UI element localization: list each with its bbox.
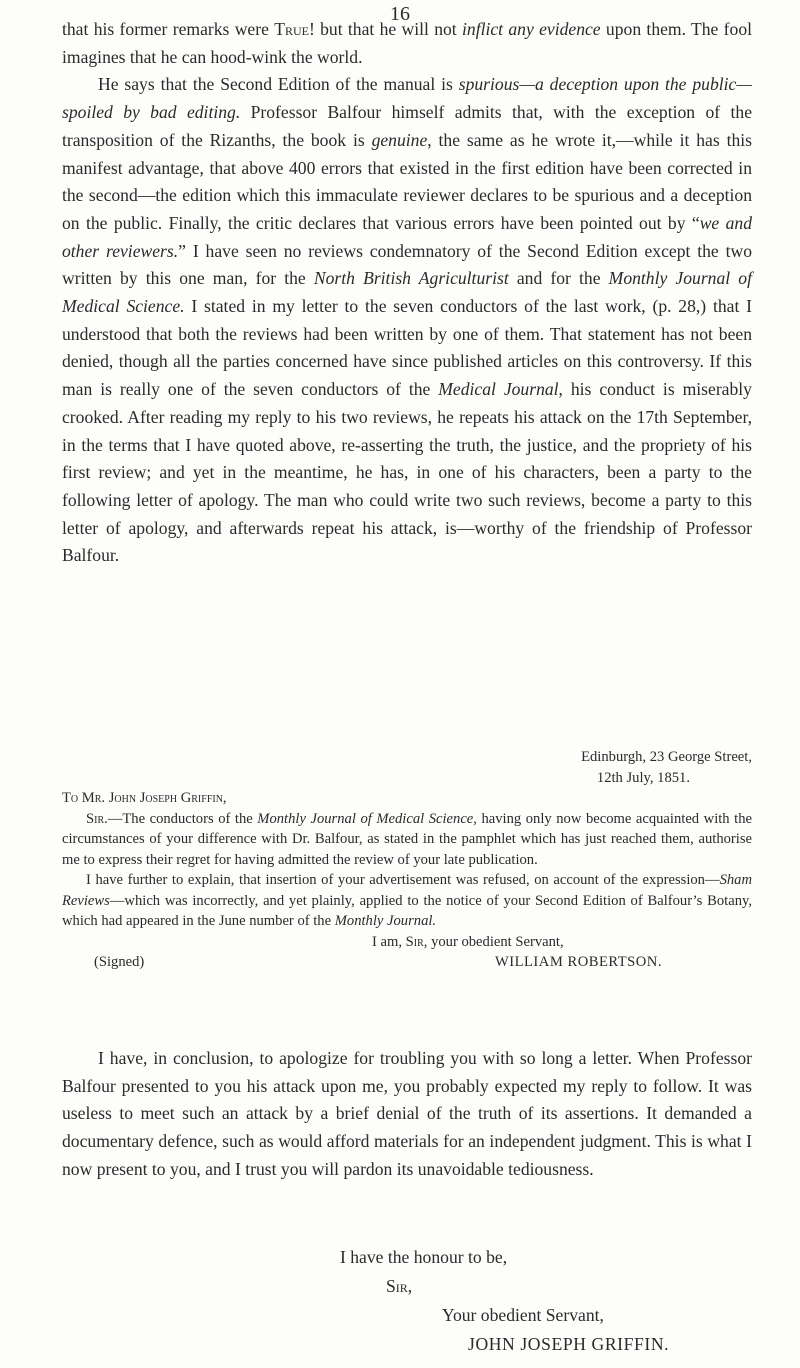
letter-paragraph-2	[62, 870, 752, 932]
letter-address	[62, 747, 752, 788]
letter-signature: WILLIAM ROBERTSON.	[494, 954, 662, 970]
text-run-italic: Medical Journal	[438, 379, 559, 400]
text-run-italic: Sham Reviews	[62, 872, 752, 909]
text-run-small-caps: Sir.	[86, 810, 108, 827]
letter-signature-line	[62, 952, 752, 973]
page-number: 16	[390, 3, 410, 25]
text-run-small-caps: True	[274, 19, 309, 39]
text-run-italic: inflict any evidence	[462, 19, 601, 39]
text-run-italic: genuine	[371, 129, 428, 150]
author-signature: JOHN JOSEPH GRIFFIN.	[468, 1334, 670, 1354]
text-run: , his conduct is miserably crooked. After reading my reply to his two reviews, he repeats his attack on the 17th September, in the terms that I have quoted above, re-asserting the truth, the justice, and the propriety of his first review; and yet in the meantime, he has, in one of his characters, been a party to the following letter of apology. The man who could write two such reviews, become a party to this letter of apology, and afterwards repeat his attack, is—worthy of the friendship of Professor Balfour.	[62, 379, 752, 566]
text-run: Professor Balfour himself admits that, with the exception of the transposition of the Rizanths, the book is	[62, 102, 753, 150]
paragraph-continuation	[62, 16, 752, 71]
text-run-italic: Monthly Journal of Medical Science	[257, 810, 474, 827]
apology-letter	[62, 747, 752, 973]
text-run: , having only now become acquainted with the circumstances of your difference with Dr. Balfour, as stated in the pamphlet which has just reached them, authorise me to express their regret for having admitted the review of your late publication.	[62, 810, 752, 868]
text-run: that his former remarks were	[62, 19, 275, 39]
text-run: ! but that he will not	[308, 19, 463, 39]
text-run-italic: Monthly Journal of Medical Science.	[62, 268, 752, 317]
text-run: —The conductors of the	[107, 810, 258, 827]
text-run-small-caps: Sir	[405, 933, 424, 950]
text-run: He says that the Second Edition of the manual is	[98, 74, 459, 95]
closing-line-salutation: Sir,	[386, 1276, 413, 1296]
paragraph-review-criticism	[62, 71, 752, 570]
text-run: and for the	[508, 268, 609, 289]
address-line-2: 12th July, 1851.	[596, 769, 690, 786]
text-run: ” I have seen no reviews condemnatory of the Second Edition except the two written by this one man, for the	[62, 240, 752, 289]
closing-line-honour: I have the honour to be,	[340, 1247, 508, 1267]
author-closing	[0, 1243, 800, 1359]
text-run-italic: North British Agriculturist	[313, 268, 509, 289]
address-line-1: Edinburgh, 23 George Street,	[581, 749, 752, 765]
conclusion-text	[62, 1045, 752, 1184]
main-text	[62, 16, 752, 570]
paragraph-conclusion: I have, in conclusion, to apologize for troubling you with so long a letter. When Professor Balfour presented to you his attack upon me, you probably expected my reply to follow. It was useless to meet such an attack by a brief denial of the truth of its assertions. It demanded a documentary defence, such as would afford materials for an independent judgment. This is what I now present to you, and I trust you will pardon its unavoidable tediousness.	[62, 1048, 752, 1179]
text-run-italic: we and other reviewers.	[62, 212, 752, 261]
text-run: I stated in my letter to the seven conductors of the last work, (p. 28,) that I understood that both the reviews had been written by one of them. That statement has not been denied, though all the parties concerned have since published articles on this controversy. If this man is really one of the seven conductors of the	[62, 296, 752, 400]
text-run: upon them. The fool imagines that he can hood-wink the world.	[62, 19, 753, 67]
letter-closing	[62, 932, 752, 953]
signed-label: (Signed)	[94, 954, 145, 970]
text-run-italic: Monthly Journal.	[334, 913, 437, 929]
closing-line-servant: Your obedient Servant,	[442, 1305, 604, 1325]
text-run: , your obedient Servant,	[423, 933, 564, 950]
text-run: , the same as he wrote it,—while it has this manifest advantage, that above 400 errors that existed in the first edition have been corrected in the second—the edition which this immaculate reviewer declares to be spurious and a deception on the public. Finally, the critic declares that various errors have been pointed out by “	[62, 129, 752, 233]
text-run: —which was incorrectly, and yet plainly, applied to the notice of your Second Edition of Balfour’s Botany, which had appeared in the June number of the	[62, 892, 752, 929]
text-run: I have further to explain, that insertion of your advertisement was refused, on account of the expression—	[86, 872, 720, 888]
letter-paragraph-1	[62, 809, 752, 871]
text-run-italic: spurious—a deception upon the public—spoiled by bad editing.	[62, 74, 752, 123]
text-run: I am,	[372, 933, 406, 950]
letter-recipient: To Mr. John Joseph Griffin,	[62, 790, 227, 806]
